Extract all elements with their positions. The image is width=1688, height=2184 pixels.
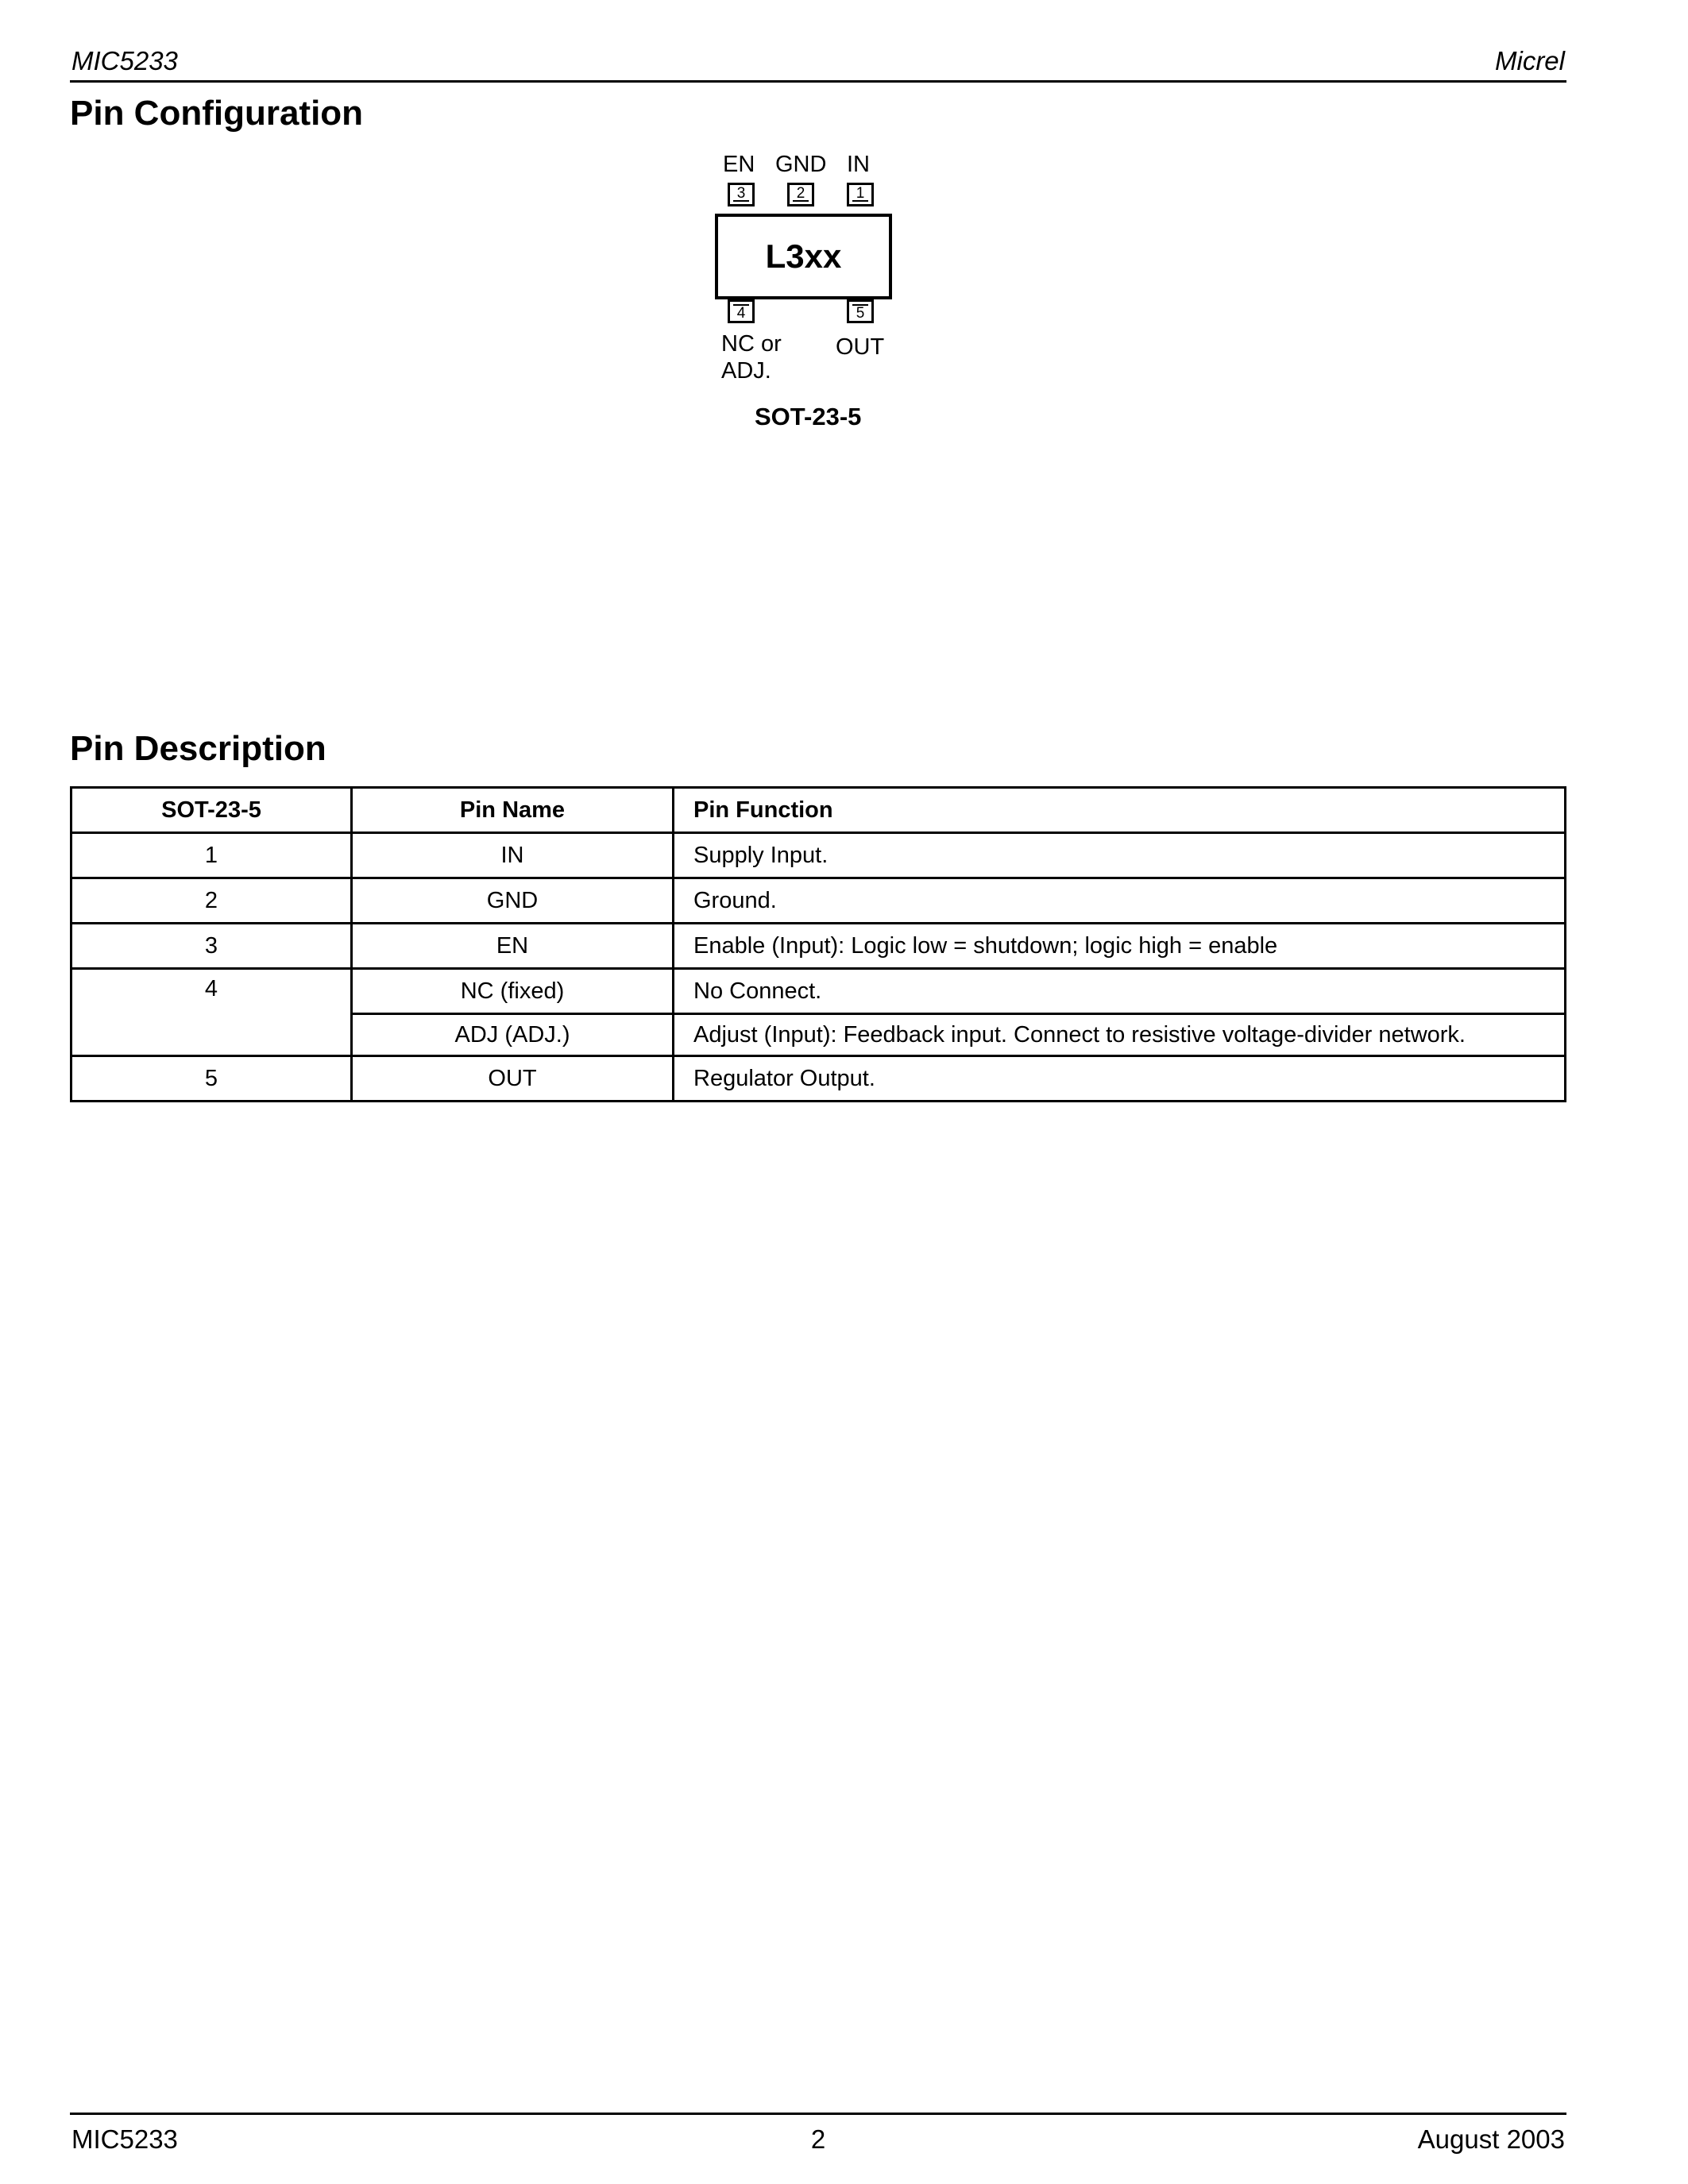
- pin-label-out: OUT: [836, 334, 885, 360]
- pin-name-cell: OUT: [352, 1056, 674, 1102]
- column-header-pin-name: Pin Name: [352, 788, 674, 833]
- footer-part-number: MIC5233: [71, 2124, 178, 2154]
- package-name: SOT-23-5: [755, 403, 862, 430]
- pin-number-cell: 3: [71, 924, 352, 969]
- pin-description-table: [70, 786, 1566, 1102]
- package-marking: L3xx: [765, 237, 842, 275]
- header-rule: [70, 80, 1566, 83]
- footer-date: August 2003: [1417, 2124, 1565, 2154]
- table-row: [71, 969, 1566, 1014]
- pin-number-cell: 4: [71, 969, 352, 1056]
- pin-label-en: EN: [723, 152, 755, 177]
- table-header-row: [71, 788, 1566, 833]
- pin-number-cell: 1: [71, 833, 352, 878]
- pin-description-title: Pin Description: [70, 729, 326, 768]
- header-part-number: MIC5233: [71, 46, 178, 75]
- pin-number-3: 3: [728, 183, 755, 206]
- pin-function-cell: Supply Input.: [674, 833, 1566, 878]
- pin-number-4: 4: [728, 299, 755, 323]
- footer-page-number: 2: [810, 2124, 826, 2154]
- pin-function-cell: No Connect.: [674, 969, 1566, 1014]
- pin-function-cell: Adjust (Input): Feedback input. Connect to resistive voltage-divider network.: [674, 1014, 1566, 1056]
- pin-number-1: 1: [847, 183, 874, 206]
- package-diagram: [699, 147, 906, 433]
- pin-function-cell: Regulator Output.: [674, 1056, 1566, 1102]
- footer-rule: [70, 2113, 1566, 2115]
- pin-function-cell: Ground.: [674, 878, 1566, 924]
- pin-function-cell: Enable (Input): Logic low = shutdown; logic high = enable: [674, 924, 1566, 969]
- table-row: [71, 1056, 1566, 1102]
- table-row: [71, 833, 1566, 878]
- pin-name-cell: EN: [352, 924, 674, 969]
- column-header-package: SOT-23-5: [71, 788, 352, 833]
- pin-label-nc: NC or: [721, 331, 782, 357]
- package-body: [715, 214, 892, 299]
- pin-number-5: 5: [847, 299, 874, 323]
- pin-name-cell: GND: [352, 878, 674, 924]
- pin-configuration-title: Pin Configuration: [70, 94, 364, 133]
- column-header-pin-function: Pin Function: [674, 788, 1566, 833]
- pin-name-cell: ADJ (ADJ.): [352, 1014, 674, 1056]
- header-company: Micrel: [1495, 46, 1565, 75]
- pin-number-cell: 5: [71, 1056, 352, 1102]
- pin-name-cell: IN: [352, 833, 674, 878]
- pin-number-cell: 2: [71, 878, 352, 924]
- pin-label-adj: ADJ.: [721, 358, 771, 384]
- pin-label-in: IN: [847, 152, 870, 177]
- table-row: [71, 924, 1566, 969]
- table-row: [71, 878, 1566, 924]
- pin-name-cell: NC (fixed): [352, 969, 674, 1014]
- pin-label-gnd: GND: [775, 152, 827, 177]
- pin-number-2: 2: [787, 183, 814, 206]
